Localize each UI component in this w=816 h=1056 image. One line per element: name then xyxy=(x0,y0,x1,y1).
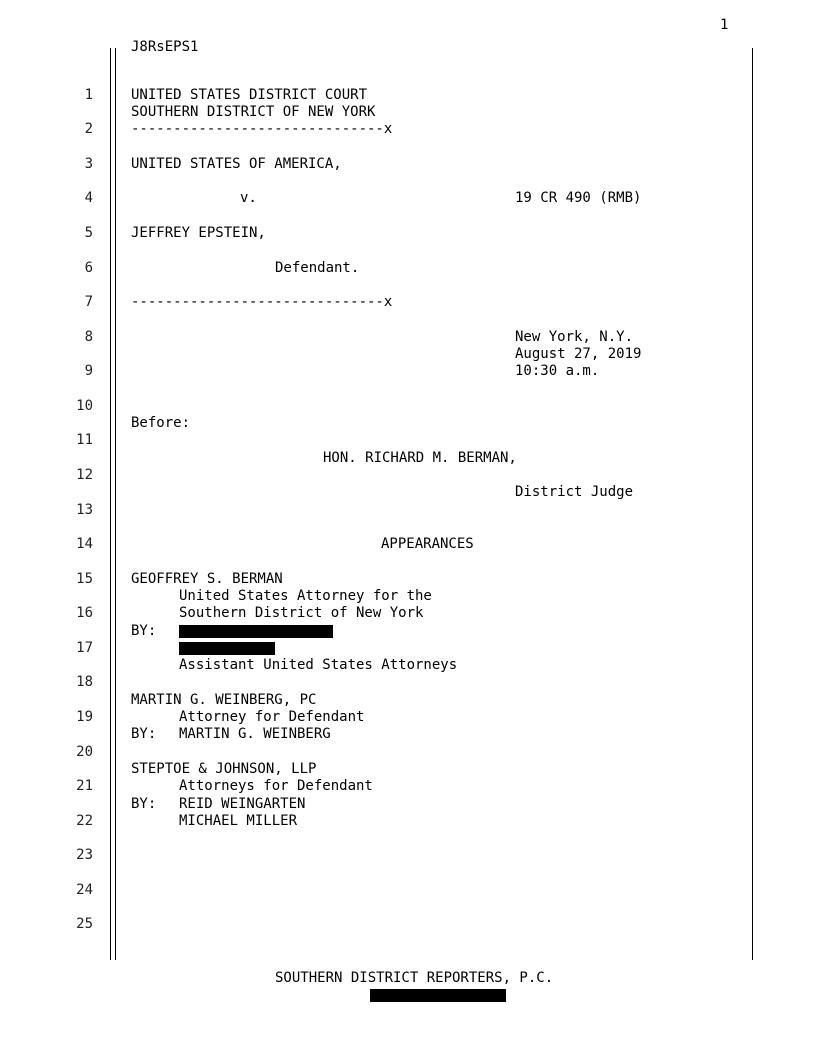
line-number: 18 xyxy=(76,674,93,690)
footer-redaction-bar xyxy=(370,989,506,1002)
defense2-role: Attorneys for Defendant xyxy=(179,778,373,794)
judge-title: District Judge xyxy=(515,484,634,500)
versus: v. xyxy=(240,190,257,206)
before-label: Before: xyxy=(131,415,191,431)
line-number: 4 xyxy=(84,190,93,206)
line-number: 17 xyxy=(76,640,93,656)
defense1-attorney: MARTIN G. WEINBERG xyxy=(179,726,331,742)
line-number: 16 xyxy=(76,605,93,621)
line-number: 22 xyxy=(76,813,93,829)
line-number: 2 xyxy=(84,121,93,137)
line-number: 21 xyxy=(76,778,93,794)
line-number: 6 xyxy=(84,260,93,276)
line-number: 20 xyxy=(76,744,93,760)
defendant-name: JEFFREY EPSTEIN, xyxy=(131,225,266,241)
government-attorney-name: GEOFFREY S. BERMAN xyxy=(131,571,283,587)
government-by-label: BY: xyxy=(131,623,157,639)
left-margin-rule-inner xyxy=(115,48,116,960)
defense1-role: Attorney for Defendant xyxy=(179,709,365,725)
line-number: 5 xyxy=(84,225,93,241)
line-number: 15 xyxy=(76,571,93,587)
hearing-location: New York, N.Y. xyxy=(515,329,634,345)
government-role-line2: Southern District of New York xyxy=(179,605,424,621)
line-number: 10 xyxy=(76,398,93,414)
line-number: 7 xyxy=(84,294,93,310)
right-margin-rule xyxy=(752,48,753,960)
line-number: 25 xyxy=(76,916,93,932)
defendant-label: Defendant. xyxy=(275,260,360,276)
footer-reporter: SOUTHERN DISTRICT REPORTERS, P.C. xyxy=(275,970,554,986)
caption-divider-top: ------------------------------x xyxy=(131,121,393,137)
line-number: 14 xyxy=(76,536,93,552)
line-number: 23 xyxy=(76,847,93,863)
page-number: 1 xyxy=(720,17,729,33)
caption-divider-bottom: ------------------------------x xyxy=(131,294,393,310)
line-number: 9 xyxy=(84,363,93,379)
hearing-time: 10:30 a.m. xyxy=(515,363,600,379)
defense2-attorney2: MICHAEL MILLER xyxy=(179,813,298,829)
line-number: 1 xyxy=(84,87,93,103)
line-number: 12 xyxy=(76,467,93,483)
line-number: 13 xyxy=(76,502,93,518)
court-district: SOUTHERN DISTRICT OF NEW YORK xyxy=(131,104,376,120)
court-name: UNITED STATES DISTRICT COURT xyxy=(131,87,368,103)
appearances-heading: APPEARANCES xyxy=(381,536,474,552)
plaintiff-name: UNITED STATES OF AMERICA, xyxy=(131,156,342,172)
defense2-attorney1: REID WEINGARTEN xyxy=(179,796,306,812)
line-number: 24 xyxy=(76,882,93,898)
redaction-bar xyxy=(179,625,333,638)
judge-name: HON. RICHARD M. BERMAN, xyxy=(323,450,517,466)
line-number: 8 xyxy=(84,329,93,345)
line-number: 3 xyxy=(84,156,93,172)
government-attorneys-label: Assistant United States Attorneys xyxy=(179,657,458,673)
line-number: 19 xyxy=(76,709,93,725)
defense1-by-label: BY: xyxy=(131,726,157,742)
defense2-by-label: BY: xyxy=(131,796,157,812)
case-number: 19 CR 490 (RMB) xyxy=(515,190,642,206)
government-role-line1: United States Attorney for the xyxy=(179,588,432,604)
header-code: J8RsEPS1 xyxy=(131,39,199,55)
defense1-firm: MARTIN G. WEINBERG, PC xyxy=(131,692,317,708)
line-number: 11 xyxy=(76,432,93,448)
hearing-date: August 27, 2019 xyxy=(515,346,642,362)
defense2-firm: STEPTOE & JOHNSON, LLP xyxy=(131,761,317,777)
redaction-bar xyxy=(179,642,275,655)
left-margin-rule-outer xyxy=(110,48,111,960)
